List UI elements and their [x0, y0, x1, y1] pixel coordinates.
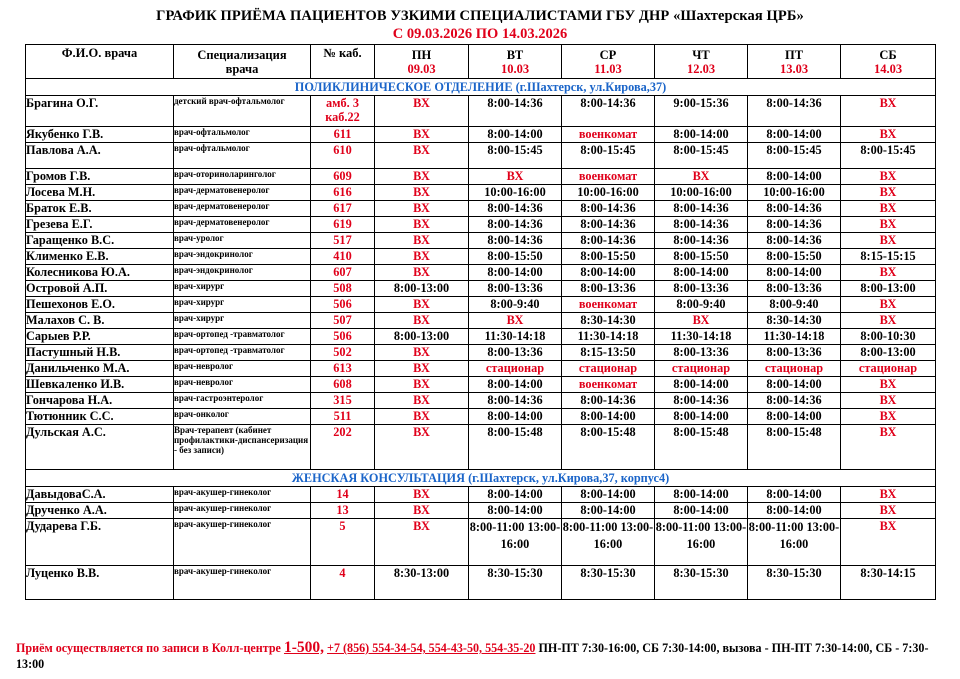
doctor-name: ДавыдоваС.А.: [26, 487, 174, 503]
doctor-specialization: врач-гастроэнтеролог: [174, 393, 311, 409]
doctor-specialization: врач-акушер-гинеколог: [174, 519, 311, 566]
day-schedule-cell: 8:30-14:30: [748, 313, 841, 329]
day-schedule-cell: 8:00-14:00: [748, 487, 841, 503]
day-schedule-cell: ВХ: [841, 409, 936, 425]
day-schedule-cell: военкомат: [562, 297, 655, 313]
doctor-specialization: врач-акушер-гинеколог: [174, 487, 311, 503]
table-row: [26, 503, 936, 519]
day-schedule-cell: 8:00-15:45: [469, 143, 562, 169]
table-row: [26, 281, 936, 297]
doctor-name: Брагина О.Г.: [26, 96, 174, 127]
cabinet-number: 507: [311, 313, 375, 329]
table-row: [26, 185, 936, 201]
day-schedule-cell: 8:00-14:36: [562, 393, 655, 409]
day-schedule-cell: 8:30-15:30: [469, 566, 562, 600]
doctor-name: Громов Г.В.: [26, 169, 174, 185]
cabinet-number: 508: [311, 281, 375, 297]
cabinet-number: 609: [311, 169, 375, 185]
day-schedule-cell: ВХ: [655, 313, 748, 329]
day-schedule-cell: 8:00-11:00 13:00-16:00: [469, 519, 562, 566]
day-schedule-cell: 8:00-14:00: [655, 503, 748, 519]
day-schedule-cell: ВХ: [375, 519, 469, 566]
doctor-specialization: врач-хирург: [174, 281, 311, 297]
day-schedule-cell: 8:00-14:36: [748, 96, 841, 127]
doctor-name: Шевкаленко И.В.: [26, 377, 174, 393]
day-schedule-cell: 8:00-13:00: [841, 345, 936, 361]
day-schedule-cell: ВХ: [375, 201, 469, 217]
day-schedule-cell: 8:00-15:48: [655, 425, 748, 470]
doctor-specialization: врач-офтальмолог: [174, 127, 311, 143]
day-schedule-cell: ВХ: [375, 313, 469, 329]
day-schedule-cell: 8:00-9:40: [655, 297, 748, 313]
doctor-specialization: врач-акушер-гинеколог: [174, 503, 311, 519]
day-schedule-cell: 8:00-14:36: [562, 201, 655, 217]
doctor-specialization: врач-хирург: [174, 297, 311, 313]
section-header-row: [26, 470, 936, 487]
doctor-specialization: Врач-терапевт (кабинет профилактики-диспансеризация - без записи): [174, 425, 311, 470]
doctor-name: Грезева Е.Г.: [26, 217, 174, 233]
table-row: [26, 201, 936, 217]
day-schedule-cell: 8:00-14:00: [469, 265, 562, 281]
doctor-specialization: врач-эндокринолог: [174, 265, 311, 281]
day-schedule-cell: 8:00-14:36: [469, 201, 562, 217]
table-row: [26, 313, 936, 329]
day-schedule-cell: 8:00-15:45: [562, 143, 655, 169]
day-schedule-cell: 10:00-16:00: [469, 185, 562, 201]
doctor-specialization: врач-оториноларинголог: [174, 169, 311, 185]
page-title: ГРАФИК ПРИЁМА ПАЦИЕНТОВ УЗКИМИ СПЕЦИАЛИСТАМИ ГБУ ДНР «Шахтерская ЦРБ»: [156, 8, 804, 24]
day-schedule-cell: 8:00-15:50: [469, 249, 562, 265]
footer-prefix: Приём осуществляется по записи в Колл-центре: [16, 641, 281, 655]
cabinet-number: 611: [311, 127, 375, 143]
cabinet-number: 617: [311, 201, 375, 217]
cabinet-number: 506: [311, 297, 375, 313]
day-schedule-cell: ВХ: [375, 96, 469, 127]
day-schedule-cell: ВХ: [841, 393, 936, 409]
day-schedule-cell: военкомат: [562, 127, 655, 143]
day-schedule-cell: ВХ: [375, 361, 469, 377]
day-schedule-cell: ВХ: [841, 96, 936, 127]
table-row: [26, 345, 936, 361]
day-schedule-cell: ВХ: [375, 265, 469, 281]
day-schedule-cell: 8:30-13:00: [375, 566, 469, 600]
table-row: [26, 377, 936, 393]
doctor-specialization: врач-офтальмолог: [174, 143, 311, 169]
day-schedule-cell: ВХ: [841, 377, 936, 393]
doctor-name: Гаращенко В.С.: [26, 233, 174, 249]
doctor-name: Колесникова Ю.А.: [26, 265, 174, 281]
day-schedule-cell: ВХ: [841, 169, 936, 185]
doctor-name: Павлова А.А.: [26, 143, 174, 169]
cabinet-number: 14: [311, 487, 375, 503]
day-schedule-cell: 8:00-14:00: [469, 487, 562, 503]
day-schedule-cell: стационар: [748, 361, 841, 377]
day-schedule-cell: 8:00-14:36: [748, 393, 841, 409]
day-schedule-cell: 8:00-9:40: [469, 297, 562, 313]
day-schedule-cell: 8:00-14:00: [469, 503, 562, 519]
cabinet-number: 506: [311, 329, 375, 345]
cabinet-number: 517: [311, 233, 375, 249]
day-schedule-cell: 8:00-14:00: [562, 487, 655, 503]
day-schedule-cell: 8:00-10:30: [841, 329, 936, 345]
day-schedule-cell: военкомат: [562, 377, 655, 393]
table-row: [26, 425, 936, 470]
header-day: ПН 09.03: [375, 45, 469, 79]
day-schedule-cell: 8:00-14:36: [748, 201, 841, 217]
doctor-specialization: врач-ортопед -травматолог: [174, 345, 311, 361]
period-subtitle: С 09.03.2026 ПО 14.03.2026: [392, 26, 568, 42]
day-schedule-cell: 8:00-14:00: [748, 409, 841, 425]
day-schedule-cell: 8:00-15:48: [469, 425, 562, 470]
header-row: [26, 45, 936, 79]
day-schedule-cell: ВХ: [375, 425, 469, 470]
day-schedule-cell: 8:00-11:00 13:00-16:00: [748, 519, 841, 566]
header-day: СБ 14.03: [841, 45, 936, 79]
day-schedule-cell: 8:00-13:36: [655, 281, 748, 297]
day-schedule-cell: 8:00-14:00: [655, 265, 748, 281]
day-schedule-cell: 8:00-14:00: [748, 503, 841, 519]
day-schedule-cell: 8:00-14:36: [469, 96, 562, 127]
day-schedule-cell: 8:00-13:36: [469, 345, 562, 361]
day-schedule-cell: ВХ: [375, 127, 469, 143]
day-schedule-cell: 11:30-14:18: [748, 329, 841, 345]
day-schedule-cell: 8:30-15:30: [562, 566, 655, 600]
table-row: [26, 519, 936, 566]
header-day: ВТ 10.03: [469, 45, 562, 79]
table-row: [26, 566, 936, 600]
doctor-specialization: врач-дерматовенеролог: [174, 201, 311, 217]
doctor-name: Друченко А.А.: [26, 503, 174, 519]
day-schedule-cell: 8:00-14:00: [469, 127, 562, 143]
doctor-name: Дударева Г.Б.: [26, 519, 174, 566]
doctor-name: Малахов С. В.: [26, 313, 174, 329]
day-schedule-cell: ВХ: [469, 169, 562, 185]
day-schedule-cell: 8:00-14:00: [748, 169, 841, 185]
day-schedule-cell: 8:00-14:36: [748, 233, 841, 249]
day-schedule-cell: 8:00-13:36: [562, 281, 655, 297]
day-schedule-cell: стационар: [655, 361, 748, 377]
doctor-specialization: врач-онколог: [174, 409, 311, 425]
doctor-name: Сарыев Р.Р.: [26, 329, 174, 345]
day-schedule-cell: 8:00-14:36: [655, 201, 748, 217]
cabinet-number: 202: [311, 425, 375, 470]
section-title: ЖЕНСКАЯ КОНСУЛЬТАЦИЯ (г.Шахтерск, ул.Кирова,37, корпус4): [26, 470, 936, 487]
doctor-name: Луценко В.В.: [26, 566, 174, 600]
day-schedule-cell: 8:00-14:36: [655, 217, 748, 233]
doctor-specialization: врач-хирург: [174, 313, 311, 329]
day-schedule-cell: 8:00-15:48: [748, 425, 841, 470]
day-schedule-cell: 8:00-13:00: [375, 281, 469, 297]
day-schedule-cell: 8:00-14:00: [655, 409, 748, 425]
cabinet-number: 4: [311, 566, 375, 600]
day-schedule-cell: ВХ: [375, 487, 469, 503]
day-schedule-cell: ВХ: [375, 393, 469, 409]
table-row: [26, 127, 936, 143]
day-schedule-cell: 8:00-14:00: [562, 503, 655, 519]
day-schedule-cell: ВХ: [841, 313, 936, 329]
day-schedule-cell: 11:30-14:18: [562, 329, 655, 345]
header-spec: Специализация врача: [174, 45, 311, 79]
header-day: ПТ 13.03: [748, 45, 841, 79]
day-schedule-cell: 8:00-14:00: [748, 377, 841, 393]
section-title: ПОЛИКЛИНИЧЕСКОЕ ОТДЕЛЕНИЕ (г.Шахтерск, ул.Кирова,37): [26, 79, 936, 96]
table-row: [26, 96, 936, 127]
day-schedule-cell: 8:00-14:36: [562, 217, 655, 233]
day-schedule-cell: ВХ: [375, 217, 469, 233]
day-schedule-cell: 8:15-13:50: [562, 345, 655, 361]
header-day: СР 11.03: [562, 45, 655, 79]
doctor-name: Якубенко Г.В.: [26, 127, 174, 143]
call-center-phones[interactable]: +7 (856) 554-34-54, 554-43-50, 554-35-20: [327, 641, 536, 655]
day-schedule-cell: ВХ: [375, 345, 469, 361]
day-schedule-cell: 8:00-13:36: [469, 281, 562, 297]
doctor-name: Данильченко М.А.: [26, 361, 174, 377]
cabinet-number: амб. 3 каб.22: [311, 96, 375, 127]
day-schedule-cell: ВХ: [841, 201, 936, 217]
table-row: [26, 393, 936, 409]
day-schedule-cell: 8:00-14:00: [655, 377, 748, 393]
day-schedule-cell: военкомат: [562, 169, 655, 185]
day-schedule-cell: 8:00-14:00: [469, 409, 562, 425]
table-row: [26, 233, 936, 249]
day-schedule-cell: ВХ: [375, 233, 469, 249]
day-schedule-cell: ВХ: [655, 169, 748, 185]
footer-note: [16, 640, 946, 672]
day-schedule-cell: ВХ: [841, 127, 936, 143]
day-schedule-cell: 9:00-15:36: [655, 96, 748, 127]
day-schedule-cell: 8:00-13:36: [748, 281, 841, 297]
day-schedule-cell: 8:00-14:00: [748, 265, 841, 281]
day-schedule-cell: ВХ: [375, 377, 469, 393]
cabinet-number: 410: [311, 249, 375, 265]
table-row: [26, 487, 936, 503]
day-schedule-cell: ВХ: [841, 217, 936, 233]
day-schedule-cell: 8:00-15:50: [655, 249, 748, 265]
doctor-specialization: врач-невролог: [174, 377, 311, 393]
day-schedule-cell: 8:00-15:50: [748, 249, 841, 265]
doctor-specialization: врач-уролог: [174, 233, 311, 249]
doctor-name: Островой А.П.: [26, 281, 174, 297]
day-schedule-cell: ВХ: [375, 185, 469, 201]
cabinet-number: 315: [311, 393, 375, 409]
footer-hours: ПН-ПТ 7:30-16:00, СБ 7:30-14:00, вызова - ПН-ПТ 7:30-14:00, СБ - 7:30- 13:00: [16, 641, 929, 671]
doctor-specialization: детский врач-офтальмолог: [174, 96, 311, 127]
table-row: [26, 329, 936, 345]
cabinet-number: 616: [311, 185, 375, 201]
day-schedule-cell: 8:00-14:00: [562, 265, 655, 281]
cabinet-number: 607: [311, 265, 375, 281]
day-schedule-cell: ВХ: [375, 503, 469, 519]
table-row: [26, 169, 936, 185]
day-schedule-cell: 8:00-14:00: [469, 377, 562, 393]
doctor-name: Клименко Е.В.: [26, 249, 174, 265]
day-schedule-cell: ВХ: [841, 297, 936, 313]
day-schedule-cell: 8:00-15:45: [655, 143, 748, 169]
day-schedule-cell: 8:00-11:00 13:00-16:00: [655, 519, 748, 566]
day-schedule-cell: ВХ: [841, 425, 936, 470]
header-name: Ф.И.О. врача: [26, 45, 174, 79]
day-schedule-cell: 8:00-14:00: [562, 409, 655, 425]
table-row: [26, 409, 936, 425]
day-schedule-cell: 8:00-14:00: [655, 127, 748, 143]
day-schedule-cell: 8:00-15:45: [841, 143, 936, 169]
day-schedule-cell: 8:00-14:36: [562, 96, 655, 127]
day-schedule-cell: ВХ: [375, 169, 469, 185]
day-schedule-cell: 8:00-14:36: [655, 393, 748, 409]
day-schedule-cell: ВХ: [375, 409, 469, 425]
day-schedule-cell: 10:00-16:00: [562, 185, 655, 201]
table-row: [26, 265, 936, 281]
day-schedule-cell: 8:15-15:15: [841, 249, 936, 265]
day-schedule-cell: 8:00-13:00: [841, 281, 936, 297]
day-schedule-cell: ВХ: [841, 503, 936, 519]
day-schedule-cell: 8:00-15:50: [562, 249, 655, 265]
day-schedule-cell: ВХ: [469, 313, 562, 329]
day-schedule-cell: 8:00-14:00: [655, 487, 748, 503]
day-schedule-cell: ВХ: [841, 265, 936, 281]
day-schedule-cell: 10:00-16:00: [655, 185, 748, 201]
doctor-specialization: врач-акушер-гинеколог: [174, 566, 311, 600]
day-schedule-cell: 8:00-13:00: [375, 329, 469, 345]
day-schedule-cell: 8:00-14:36: [469, 233, 562, 249]
cabinet-number: 502: [311, 345, 375, 361]
day-schedule-cell: 8:00-14:36: [562, 233, 655, 249]
doctor-name: Пастушный Н.В.: [26, 345, 174, 361]
day-schedule-cell: ВХ: [841, 185, 936, 201]
day-schedule-cell: стационар: [562, 361, 655, 377]
doctor-name: Лосева М.Н.: [26, 185, 174, 201]
call-center-number[interactable]: 1-500,: [283, 639, 325, 656]
cabinet-number: 511: [311, 409, 375, 425]
doctor-specialization: врач-дерматовенеролог: [174, 185, 311, 201]
doctor-specialization: врач-эндокринолог: [174, 249, 311, 265]
day-schedule-cell: 8:30-14:30: [562, 313, 655, 329]
day-schedule-cell: 8:00-14:36: [748, 217, 841, 233]
day-schedule-cell: 8:30-15:30: [748, 566, 841, 600]
day-schedule-cell: 8:00-14:36: [469, 393, 562, 409]
doctor-name: Тютюнник С.С.: [26, 409, 174, 425]
section-header-row: [26, 79, 936, 96]
doctor-name: Гончарова Н.А.: [26, 393, 174, 409]
day-schedule-cell: стационар: [469, 361, 562, 377]
doctor-name: Браток Е.В.: [26, 201, 174, 217]
day-schedule-cell: ВХ: [375, 297, 469, 313]
table-row: [26, 297, 936, 313]
day-schedule-cell: 8:00-13:36: [748, 345, 841, 361]
cabinet-number: 608: [311, 377, 375, 393]
table-row: [26, 361, 936, 377]
day-schedule-cell: 8:00-14:36: [655, 233, 748, 249]
day-schedule-cell: стационар: [841, 361, 936, 377]
day-schedule-cell: 8:00-11:00 13:00-16:00: [562, 519, 655, 566]
day-schedule-cell: ВХ: [375, 143, 469, 169]
day-schedule-cell: 8:00-13:36: [655, 345, 748, 361]
doctor-name: Пешехонов Е.О.: [26, 297, 174, 313]
table-row: [26, 217, 936, 233]
day-schedule-cell: ВХ: [841, 519, 936, 566]
cabinet-number: 13: [311, 503, 375, 519]
cabinet-number: 619: [311, 217, 375, 233]
schedule-table: [25, 44, 936, 600]
day-schedule-cell: 8:00-9:40: [748, 297, 841, 313]
table-row: [26, 249, 936, 265]
day-schedule-cell: 8:30-15:30: [655, 566, 748, 600]
day-schedule-cell: 8:00-15:48: [562, 425, 655, 470]
doctor-name: Дульская А.С.: [26, 425, 174, 470]
doctor-specialization: врач-невролог: [174, 361, 311, 377]
header-cab: № каб.: [311, 45, 375, 79]
day-schedule-cell: ВХ: [375, 249, 469, 265]
day-schedule-cell: 8:00-14:36: [469, 217, 562, 233]
day-schedule-cell: 8:00-14:00: [748, 127, 841, 143]
day-schedule-cell: 11:30-14:18: [655, 329, 748, 345]
doctor-specialization: врач-ортопед -травматолог: [174, 329, 311, 345]
header-day: ЧТ 12.03: [655, 45, 748, 79]
day-schedule-cell: 8:00-15:45: [748, 143, 841, 169]
cabinet-number: 610: [311, 143, 375, 169]
day-schedule-cell: 8:30-14:15: [841, 566, 936, 600]
doctor-specialization: врач-дерматовенеролог: [174, 217, 311, 233]
day-schedule-cell: 10:00-16:00: [748, 185, 841, 201]
day-schedule-cell: 11:30-14:18: [469, 329, 562, 345]
cabinet-number: 5: [311, 519, 375, 566]
day-schedule-cell: ВХ: [841, 233, 936, 249]
table-row: [26, 143, 936, 169]
cabinet-number: 613: [311, 361, 375, 377]
day-schedule-cell: ВХ: [841, 487, 936, 503]
